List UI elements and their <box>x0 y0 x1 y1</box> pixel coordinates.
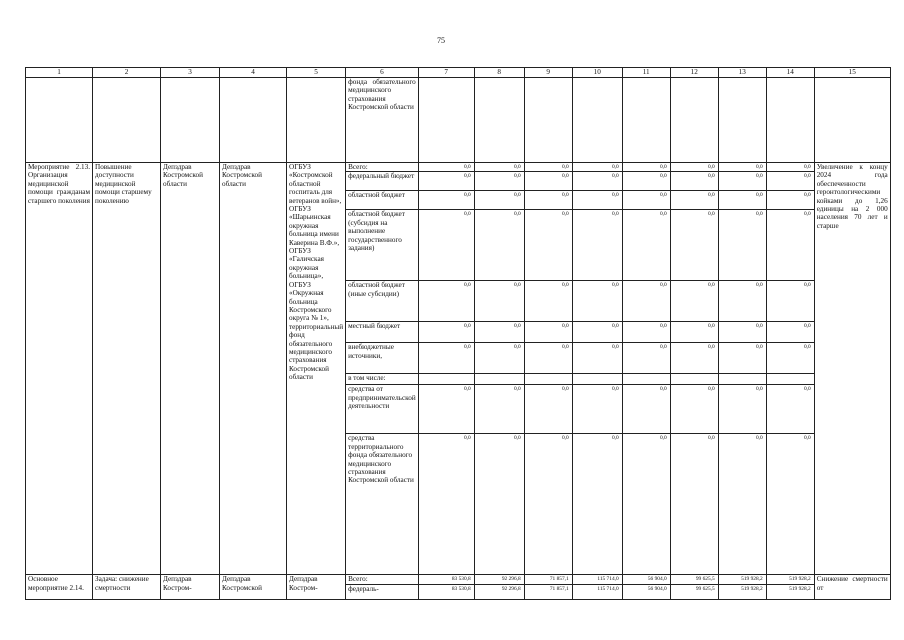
value-cell: 0,0 <box>572 172 622 191</box>
value-cell: 519 928,2 <box>766 575 814 584</box>
value-cell <box>418 374 474 385</box>
value-cell: 0,0 <box>474 434 524 575</box>
value-cell: 0,0 <box>418 191 474 210</box>
value-cell: 0,0 <box>572 191 622 210</box>
value-cell: 0,0 <box>572 281 622 322</box>
column-number-header: 9 <box>524 68 572 78</box>
value-cell: 0,0 <box>670 322 718 343</box>
empty-cell <box>418 78 474 163</box>
participants-cell: ОГБУЗ «Костромской областной госпиталь для ветеранов войн», ОГБУЗ «Шарьинская окружная больница имени Каверина В.Ф.», ОГБУЗ «Галичская окружная больница», ОГБУЗ «Окружная больница Костромского округа № 1», территориальный фонд обязательного медицинского страхования Костромской области <box>287 163 346 575</box>
empty-cell <box>766 78 814 163</box>
value-cell <box>572 374 622 385</box>
value-cell: 0,0 <box>718 281 766 322</box>
value-cell: 519 928,2 <box>766 584 814 599</box>
value-cell: 56 904,0 <box>622 584 670 599</box>
value-cell: 0,0 <box>418 385 474 434</box>
funding-source-cell: Всего: <box>346 163 419 172</box>
empty-cell <box>161 78 220 163</box>
executor-cell: Депздрав Костром- <box>161 575 220 599</box>
column-number-header: 1 <box>26 68 93 78</box>
value-cell: 0,0 <box>670 281 718 322</box>
column-number-header: 5 <box>287 68 346 78</box>
coexecutor-cell: Депздрав Костромской области <box>220 163 287 575</box>
value-cell: 0,0 <box>766 210 814 281</box>
value-cell: 0,0 <box>622 385 670 434</box>
goal-cell: Задача: снижение смертности <box>93 575 161 599</box>
value-cell: 0,0 <box>766 343 814 374</box>
value-cell: 0,0 <box>670 434 718 575</box>
value-cell: 0,0 <box>622 343 670 374</box>
value-cell: 0,0 <box>622 322 670 343</box>
empty-cell <box>220 78 287 163</box>
value-cell: 0,0 <box>622 210 670 281</box>
value-cell: 0,0 <box>474 385 524 434</box>
value-cell <box>670 374 718 385</box>
value-cell: 0,0 <box>474 281 524 322</box>
value-cell: 0,0 <box>572 343 622 374</box>
continuation-row <box>26 78 891 163</box>
empty-cell <box>718 78 766 163</box>
table-row <box>26 575 891 584</box>
header-row <box>26 68 891 78</box>
value-cell: 0,0 <box>524 210 572 281</box>
value-cell: 0,0 <box>572 385 622 434</box>
value-cell <box>622 374 670 385</box>
value-cell: 0,0 <box>474 322 524 343</box>
value-cell: 0,0 <box>418 434 474 575</box>
value-cell: 0,0 <box>524 163 572 172</box>
value-cell: 0,0 <box>766 385 814 434</box>
value-cell: 71 857,1 <box>524 584 572 599</box>
value-cell: 0,0 <box>524 434 572 575</box>
value-cell: 0,0 <box>718 163 766 172</box>
value-cell <box>718 374 766 385</box>
funding-source-cell: внебюджетные источники, <box>346 343 419 374</box>
page-number: 75 <box>437 36 445 45</box>
empty-cell <box>287 78 346 163</box>
column-number-header: 8 <box>474 68 524 78</box>
value-cell: 0,0 <box>474 163 524 172</box>
value-cell: 0,0 <box>418 172 474 191</box>
activity-name-cell: Основное мероприятие 2.14. <box>26 575 93 599</box>
empty-cell <box>474 78 524 163</box>
funding-source-cell: в том числе: <box>346 374 419 385</box>
value-cell: 0,0 <box>766 163 814 172</box>
value-cell <box>766 374 814 385</box>
value-cell: 83 530,8 <box>418 584 474 599</box>
value-cell: 0,0 <box>572 322 622 343</box>
value-cell: 0,0 <box>418 322 474 343</box>
result-cell: Снижение смертности от <box>814 575 890 599</box>
value-cell: 0,0 <box>474 343 524 374</box>
value-cell: 0,0 <box>418 343 474 374</box>
value-cell: 0,0 <box>524 385 572 434</box>
funding-source-cell: средства территориального фонда обязательного медицинского страхования Костромской области <box>346 434 419 575</box>
value-cell: 71 857,1 <box>524 575 572 584</box>
value-cell: 0,0 <box>474 172 524 191</box>
value-cell: 0,0 <box>670 172 718 191</box>
value-cell: 0,0 <box>718 191 766 210</box>
column-number-header: 10 <box>572 68 622 78</box>
activity-name-cell: Мероприятие 2.13. Организация медицинской помощи гражданам старшего поколения <box>26 163 93 575</box>
value-cell: 0,0 <box>718 172 766 191</box>
value-cell: 0,0 <box>474 191 524 210</box>
value-cell: 115 714,0 <box>572 584 622 599</box>
funding-source-cell: областной бюджет (иные субсидии) <box>346 281 419 322</box>
funding-source-cell: федераль- <box>346 584 419 599</box>
value-cell: 99 625,5 <box>670 575 718 584</box>
empty-cell <box>93 78 161 163</box>
funding-source-cell: Всего: <box>346 575 419 584</box>
value-cell: 0,0 <box>766 434 814 575</box>
value-cell: 92 296,8 <box>474 575 524 584</box>
empty-cell <box>622 78 670 163</box>
funding-source-cell: федеральный бюджет <box>346 172 419 191</box>
column-number-header: 7 <box>418 68 474 78</box>
column-number-header: 4 <box>220 68 287 78</box>
empty-cell <box>572 78 622 163</box>
empty-cell <box>524 78 572 163</box>
value-cell: 0,0 <box>718 385 766 434</box>
value-cell: 0,0 <box>622 191 670 210</box>
value-cell: 0,0 <box>670 385 718 434</box>
value-cell: 92 296,8 <box>474 584 524 599</box>
value-cell: 0,0 <box>474 210 524 281</box>
value-cell: 99 625,5 <box>670 584 718 599</box>
column-number-header: 11 <box>622 68 670 78</box>
value-cell: 0,0 <box>524 343 572 374</box>
value-cell: 0,0 <box>766 172 814 191</box>
value-cell: 0,0 <box>766 322 814 343</box>
participants-cell: Депздрав Костром- <box>287 575 346 599</box>
value-cell: 0,0 <box>418 210 474 281</box>
source-cell: фонда обязательного медицинского страхования Костромской области <box>346 78 419 163</box>
funding-source-cell: областной бюджет (субсидия на выполнение государственного задания) <box>346 210 419 281</box>
value-cell: 0,0 <box>572 210 622 281</box>
value-cell: 115 714,0 <box>572 575 622 584</box>
value-cell: 0,0 <box>418 163 474 172</box>
value-cell <box>474 374 524 385</box>
funding-source-cell: областной бюджет <box>346 191 419 210</box>
coexecutor-cell: Депздрав Костромской <box>220 575 287 599</box>
result-cell: Увеличение к концу 2024 года обеспеченности геронтологическими койками до 1,26 единицы на 2 000 населения 70 лет и старше <box>814 163 890 575</box>
value-cell: 0,0 <box>622 434 670 575</box>
value-cell: 0,0 <box>418 281 474 322</box>
value-cell: 0,0 <box>718 434 766 575</box>
executor-cell: Депздрав Костромской области <box>161 163 220 575</box>
column-number-header: 12 <box>670 68 718 78</box>
value-cell: 0,0 <box>622 172 670 191</box>
column-number-header: 14 <box>766 68 814 78</box>
column-number-header: 2 <box>93 68 161 78</box>
value-cell: 0,0 <box>766 191 814 210</box>
value-cell: 0,0 <box>572 434 622 575</box>
empty-cell <box>814 78 890 163</box>
value-cell: 0,0 <box>572 163 622 172</box>
value-cell: 83 530,8 <box>418 575 474 584</box>
column-number-header: 6 <box>346 68 419 78</box>
funding-source-cell: средства от предпринимательской деятельности <box>346 385 419 434</box>
value-cell: 56 904,0 <box>622 575 670 584</box>
empty-cell <box>26 78 93 163</box>
value-cell: 0,0 <box>718 322 766 343</box>
value-cell <box>524 374 572 385</box>
value-cell: 0,0 <box>670 163 718 172</box>
goal-cell: Повышение доступности медицинской помощи старшему поколению <box>93 163 161 575</box>
funding-source-cell: местный бюджет <box>346 322 419 343</box>
value-cell: 0,0 <box>718 210 766 281</box>
column-number-header: 13 <box>718 68 766 78</box>
financing-table <box>25 67 891 600</box>
value-cell: 0,0 <box>670 210 718 281</box>
value-cell: 519 928,2 <box>718 575 766 584</box>
value-cell: 0,0 <box>524 172 572 191</box>
value-cell: 0,0 <box>766 281 814 322</box>
value-cell: 0,0 <box>670 343 718 374</box>
column-number-header: 3 <box>161 68 220 78</box>
value-cell: 0,0 <box>622 163 670 172</box>
value-cell: 0,0 <box>622 281 670 322</box>
value-cell: 519 928,2 <box>718 584 766 599</box>
value-cell: 0,0 <box>524 281 572 322</box>
value-cell: 0,0 <box>718 343 766 374</box>
empty-cell <box>670 78 718 163</box>
column-number-header: 15 <box>814 68 890 78</box>
value-cell: 0,0 <box>524 191 572 210</box>
table-row <box>26 163 891 172</box>
value-cell: 0,0 <box>670 191 718 210</box>
value-cell: 0,0 <box>524 322 572 343</box>
